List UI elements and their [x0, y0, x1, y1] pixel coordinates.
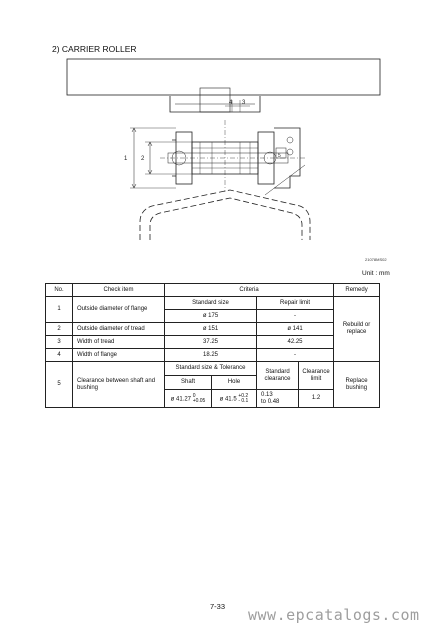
hole-value: ø 41.5 — [219, 396, 237, 403]
subheader-hole: Hole — [212, 376, 257, 390]
svg-text:5: 5 — [278, 153, 281, 159]
clearance-max: 0.48 — [267, 398, 280, 405]
row-standard: ø 151 — [165, 323, 257, 336]
dim-label-4: 4 — [229, 100, 233, 106]
spec-table — [45, 283, 380, 408]
subheader-size-tolerance: Standard size & Tolerance — [165, 362, 257, 376]
header-remedy: Remedy — [334, 284, 380, 297]
row-no: 1 — [46, 297, 73, 323]
table-row — [46, 336, 380, 349]
row-item: Outside diameter of tread — [73, 323, 165, 336]
watermark-text: www.epcatalogs.com — [248, 606, 420, 624]
row-item: Width of tread — [73, 336, 165, 349]
subheader-shaft: Shaft — [165, 376, 212, 390]
dim-label-3: 3 — [242, 100, 246, 106]
hole-tol-upper: +0.2 — [238, 392, 249, 399]
row-standard: 37.25 — [165, 336, 257, 349]
header-criteria: Criteria — [165, 284, 334, 297]
remedy-replace: Replace bushing — [334, 362, 380, 408]
dim-label-2: 2 — [141, 156, 145, 162]
shaft-tol-upper: 0 — [192, 392, 196, 399]
row-limit: - — [257, 310, 334, 323]
clearance-range-cell — [257, 390, 299, 408]
subheader-standard-clearance: Standard clearance — [257, 362, 299, 390]
figure-code: 21078MS02 — [365, 257, 387, 262]
row-item: Outside diameter of flange — [73, 297, 165, 323]
row-standard: 18.25 — [165, 349, 257, 362]
row-limit: - — [257, 349, 334, 362]
shaft-value: ø 41.27 — [170, 396, 192, 403]
dim-label-1: 1 — [124, 156, 128, 162]
page-number: 7-33 — [210, 602, 226, 611]
clearance-limit-value: 1.2 — [299, 390, 334, 408]
subheader-standard-size: Standard size — [165, 297, 257, 310]
table-row — [46, 362, 380, 376]
row-no: 3 — [46, 336, 73, 349]
row-item: Width of flange — [73, 349, 165, 362]
hole-size-cell — [212, 390, 257, 408]
hole-tolerance — [238, 394, 248, 404]
row-item: Clearance between shaft and bushing — [73, 362, 165, 408]
table-header-row — [46, 284, 380, 297]
row-no: 5 — [46, 362, 73, 408]
header-check-item: Check item — [73, 284, 165, 297]
shaft-tol-lower: +0.05 — [192, 397, 206, 404]
table-row — [46, 297, 380, 310]
remedy-rebuild: Rebuild or replace — [334, 297, 380, 362]
section-title: 2) CARRIER ROLLER — [52, 44, 137, 54]
shaft-tolerance — [193, 394, 206, 404]
clearance-to: to — [261, 398, 267, 405]
subheader-repair-limit: Repair limit — [257, 297, 334, 310]
row-limit: ø 141 — [257, 323, 334, 336]
unit-label: Unit : mm — [362, 270, 390, 277]
row-limit: 42.25 — [257, 336, 334, 349]
subheader-clearance-limit: Clearance limit — [299, 362, 334, 390]
hole-tol-lower: - 0.1 — [238, 397, 249, 404]
shaft-size-cell — [165, 390, 212, 408]
clearance-min: 0.13 — [261, 391, 273, 398]
row-standard: ø 175 — [165, 310, 257, 323]
table-row — [46, 323, 380, 336]
header-no: No. — [46, 284, 73, 297]
row-no: 4 — [46, 349, 73, 362]
table-row — [46, 349, 380, 362]
row-no: 2 — [46, 323, 73, 336]
